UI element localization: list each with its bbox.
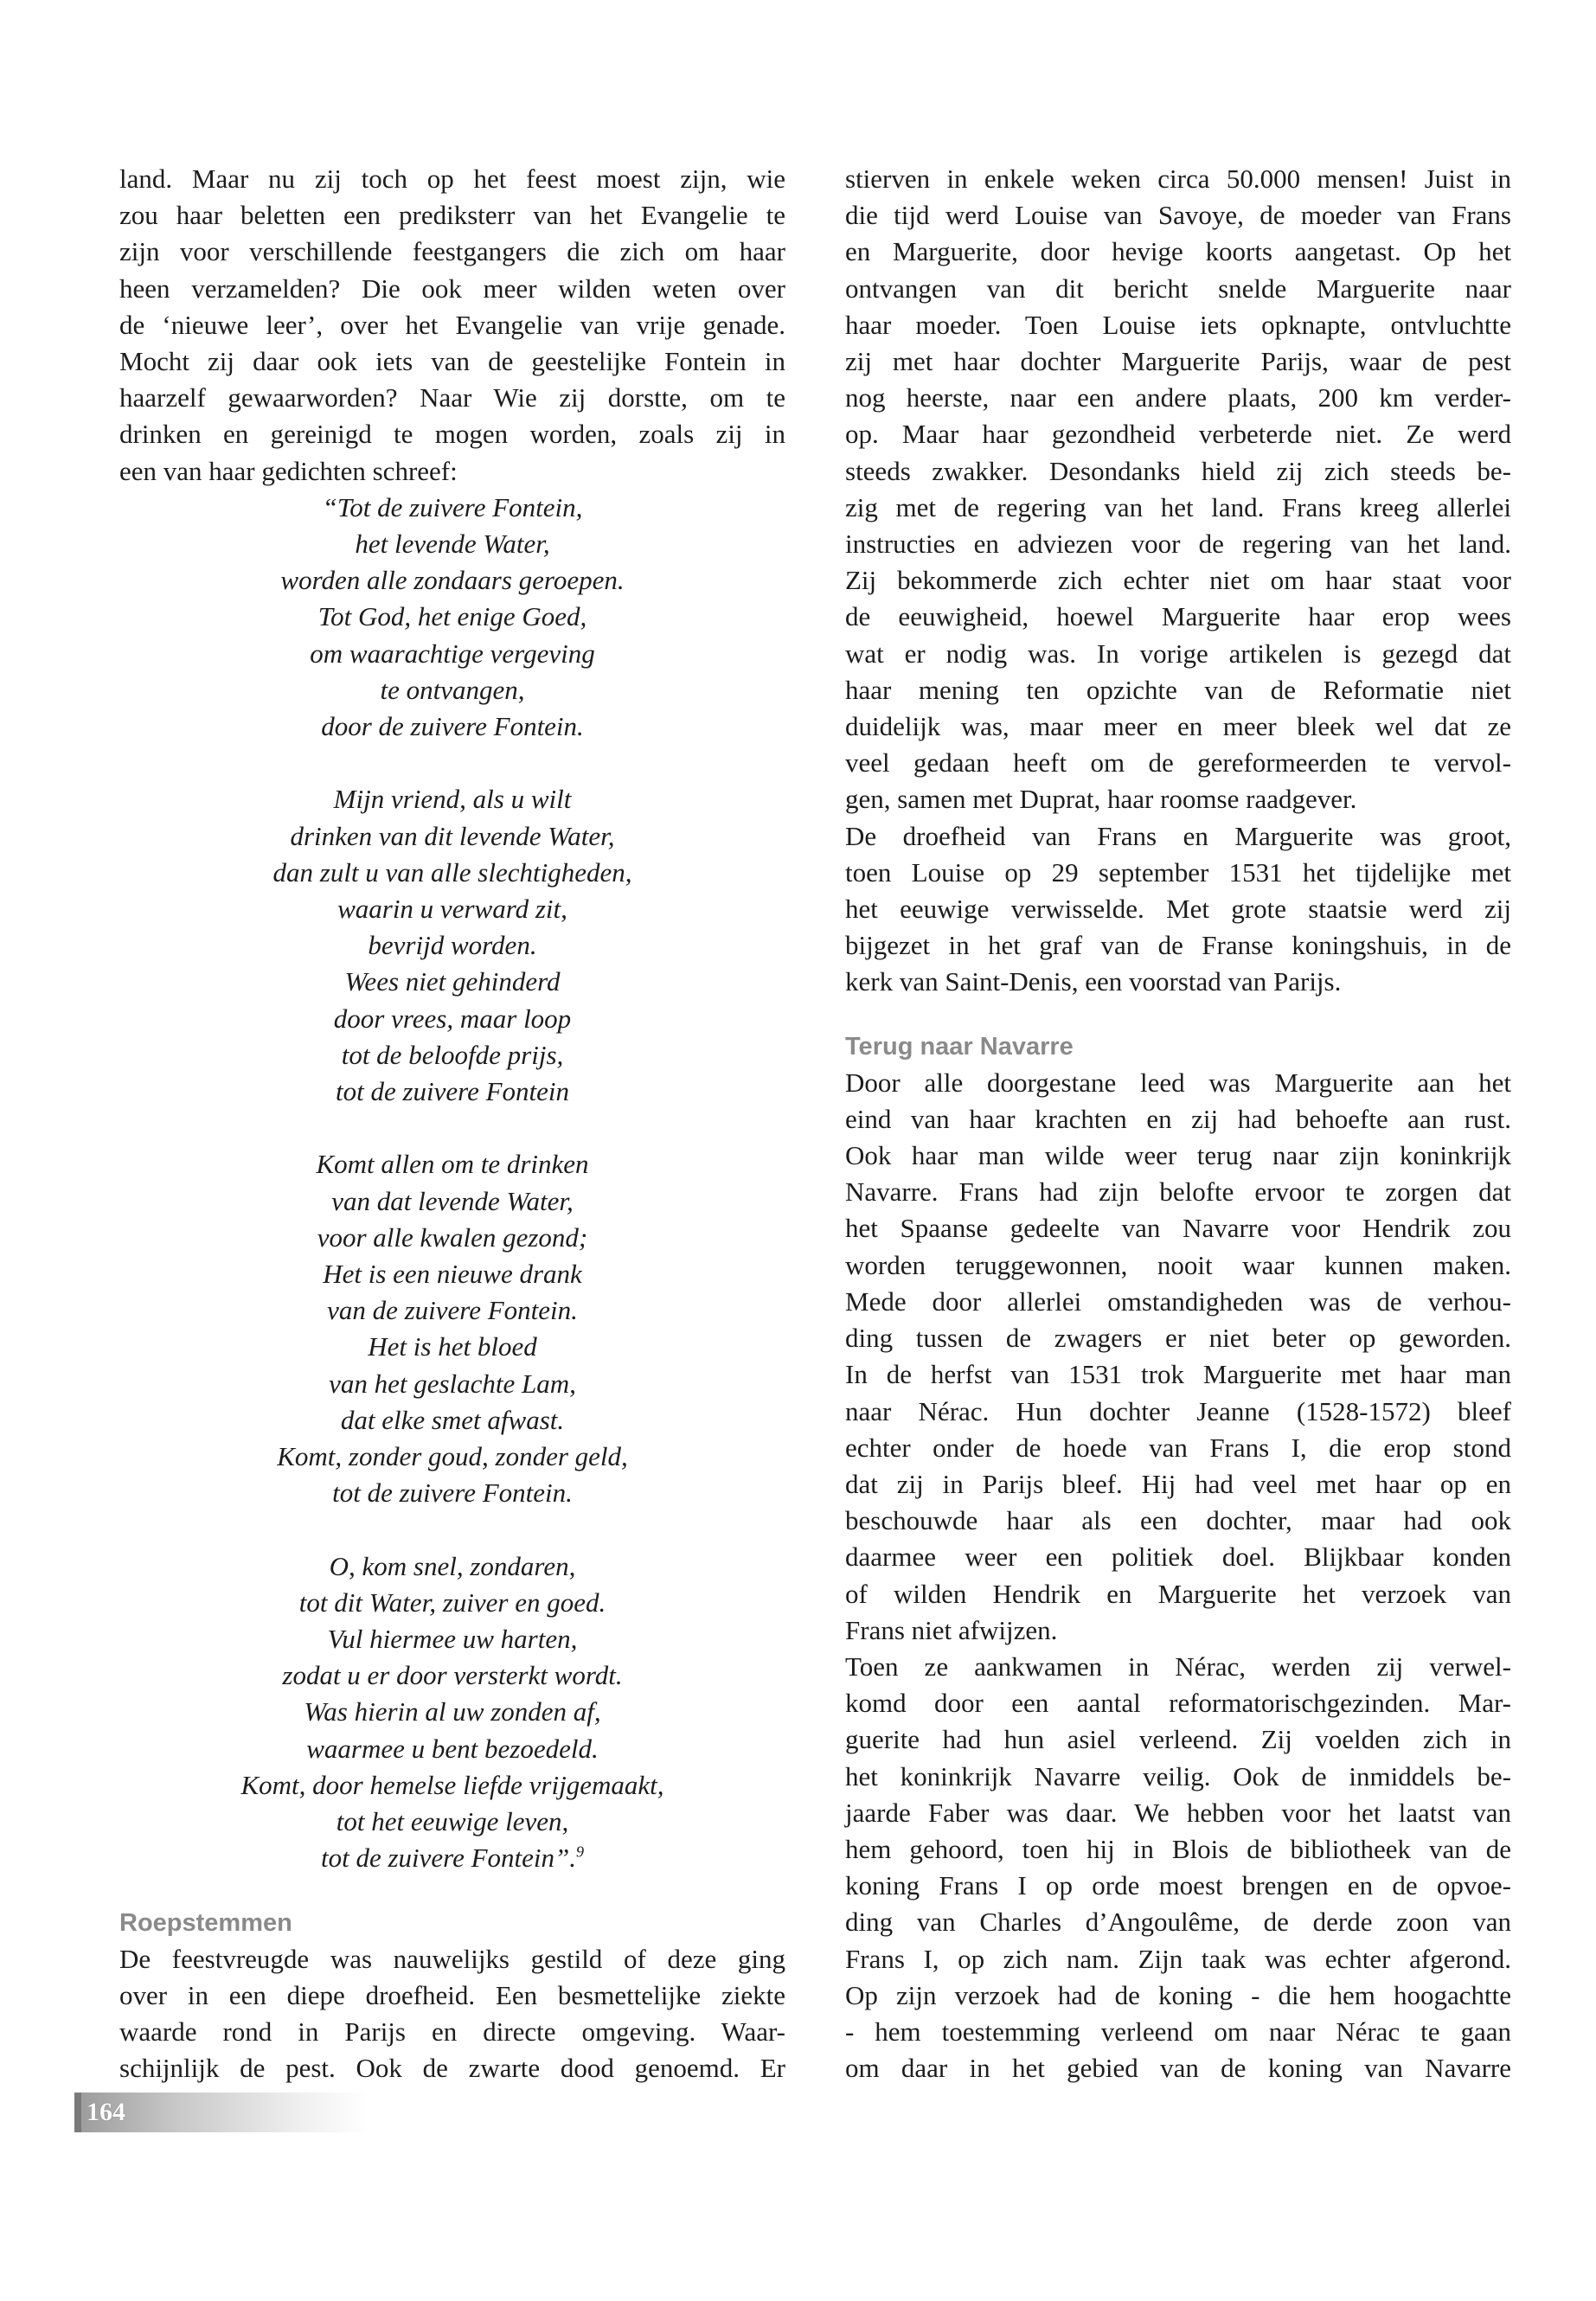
text-line: beschouwde haar als een dochter, maar had ook	[845, 1505, 1511, 1536]
page-number: 164	[87, 2098, 125, 2126]
text-line: - hem toestemming verleend om naar Nérac te gaan	[845, 2016, 1511, 2047]
poem-line: tot de zuivere Fontein.	[332, 1477, 573, 1509]
text-line: Navarre. Frans had zijn belofte ervoor te zorgen dat	[845, 1176, 1511, 1208]
text-line: Frans niet afwijzen.	[845, 1614, 1058, 1645]
poem-line: dat elke smet afwast.	[340, 1404, 565, 1435]
text-line: eind van haar krachten en zij had behoefte aan rust.	[845, 1103, 1511, 1134]
text-line: toen Louise op 29 september 1531 het tijdelijke met	[845, 856, 1511, 888]
poem-line: door vrees, maar loop	[333, 1003, 572, 1034]
text-line: waarde rond in Parijs en directe omgeving. Waar-	[119, 2016, 785, 2047]
stanza-gap	[119, 1110, 785, 1146]
text-line: land. Maar nu zij toch op het feest moest zijn, wie	[119, 163, 785, 194]
poem-line: zodat u er door versterkt wordt.	[282, 1660, 623, 1691]
poem-line: “Tot de zuivere Fontein,	[322, 491, 583, 522]
heading-gap	[845, 1001, 1511, 1022]
text-line: echter onder de hoede van Frans I, die erop stond	[845, 1432, 1511, 1463]
poem-line: drinken van dit levende Water,	[290, 820, 615, 851]
poem-line: door de zuivere Fontein.	[321, 711, 584, 742]
text-line: het eeuwige verwisselde. Met grote staatsie werd zij	[845, 894, 1511, 925]
text-line: schijnlijk de pest. Ook de zwarte dood genoemd. Er	[119, 2053, 785, 2084]
text-line: het koninkrijk Navarre veilig. Ook de inmiddels be-	[845, 1760, 1511, 1791]
text-line: steeds zwakker. Desondanks hield zij zich steeds be-	[845, 455, 1511, 486]
poem-line: voor alle kwalen gezond;	[317, 1221, 588, 1253]
text-line: gen, samen met Duprat, haar roomse raadgever.	[845, 784, 1357, 815]
poem-line: Komt allen om te drinken	[316, 1149, 589, 1180]
poem-line: om waarachtige vergeving	[310, 638, 595, 669]
poem-line: bevrijd worden.	[368, 930, 537, 961]
poem-line: dan zult u van alle slechtigheden,	[272, 856, 632, 888]
text-line: zou haar beletten een prediksterr van het Evangelie te	[119, 200, 785, 231]
poem-line: waarmee u bent bezoedeld.	[306, 1733, 599, 1764]
poem-line: worden alle zondaars geroepen.	[280, 565, 625, 596]
text-line: daarmee weer een politiek doel. Blijkbaar konden	[845, 1541, 1511, 1573]
poem-line: Was hierin al uw zonden af,	[304, 1696, 601, 1727]
text-line: Mocht zij daar ook iets van de geestelijke Fontein in	[119, 346, 785, 377]
text-line: ding tussen de zwagers er niet beter op geworden.	[845, 1323, 1511, 1354]
text-line: veel gedaan heeft om de gereformeerden te vervol-	[845, 747, 1511, 779]
poem-stanza-4	[119, 1548, 785, 1877]
text-line: naar Nérac. Hun dochter Jeanne (1528-1572) bleef	[845, 1395, 1511, 1426]
text-line: en Marguerite, door hevige koorts aangetast. Op het	[845, 236, 1511, 267]
poem	[119, 490, 785, 1877]
poem-line: Komt, zonder goud, zonder geld,	[277, 1441, 628, 1472]
poem-stanza-1	[119, 490, 785, 745]
text-line: heen verzamelden? Die ook meer wilden weten over	[119, 272, 785, 304]
text-line: instructies en adviezen voor de regering van het land.	[845, 529, 1511, 560]
poem-line: van het geslachte Lam,	[329, 1368, 576, 1399]
text-line: Zij bekommerde zich echter niet om haar staat voor	[845, 565, 1511, 596]
poem-line: van de zuivere Fontein.	[327, 1295, 578, 1326]
intro-paragraph	[119, 161, 785, 490]
text-line: over in een diepe droefheid. Een besmettelijke ziekte	[119, 1979, 785, 2010]
text-line: ontvangen van dit bericht snelde Marguerite naar	[845, 272, 1511, 304]
text-line: bijgezet in het graf van de Franse koningshuis, in de	[845, 930, 1511, 961]
stanza-gap	[119, 1511, 785, 1548]
poem-stanza-3	[119, 1146, 785, 1511]
text-line: zij met haar dochter Marguerite Parijs, waar de pest	[845, 346, 1511, 377]
text-line: In de herfst van 1531 trok Marguerite met haar man	[845, 1359, 1511, 1390]
text-line: haarzelf gewaarworden? Naar Wie zij dorstte, om te	[119, 382, 785, 413]
text-line: wat er nodig was. In vorige artikelen is gezegd dat	[845, 638, 1511, 669]
text-line: De feestvreugde was nauwelijks gestild of deze ging	[119, 1943, 785, 1974]
text-line: of wilden Hendrik en Marguerite het verzoek van	[845, 1578, 1511, 1609]
footnote-marker: 9	[576, 1843, 584, 1861]
text-line: stierven in enkele weken circa 50.000 mensen! Juist in	[845, 163, 1511, 194]
poem-line: Vul hiermee uw harten,	[327, 1624, 578, 1655]
text-line: haar mening ten opzichte van de Reformatie niet	[845, 674, 1511, 705]
page-number-bar-edge	[74, 2093, 81, 2132]
poem-line: Mijn vriend, als u wilt	[333, 784, 572, 815]
text-line: guerite had hun asiel verleend. Zij voelden zich in	[845, 1724, 1511, 1755]
text-line: Mede door allerlei omstandigheden was de verhou-	[845, 1285, 1511, 1317]
text-line: jaarde Faber was daar. We hebben voor het laatst van	[845, 1797, 1511, 1828]
text-line: De droefheid van Frans en Marguerite was groot,	[845, 820, 1511, 851]
poem-line: het levende Water,	[355, 529, 550, 560]
text-line: op. Maar haar gezondheid verbeterde niet. Ze werd	[845, 419, 1511, 450]
text-line: die tijd werd Louise van Savoye, de moeder van Frans	[845, 200, 1511, 231]
text-line: een van haar gedichten schreef:	[119, 455, 458, 486]
text-line: drinken en gereinigd te mogen worden, zoals zij in	[119, 419, 785, 450]
text-line: zig met de regering van het land. Frans kreeg allerlei	[845, 491, 1511, 522]
text-line: worden teruggewonnen, nooit waar kunnen maken.	[845, 1249, 1511, 1280]
text-line: de ‘nieuwe leer’, over het Evangelie van vrije genade.	[119, 309, 785, 340]
poem-line: Komt, door hemelse liefde vrijgemaakt,	[240, 1769, 664, 1800]
poem-line-final	[119, 1840, 785, 1876]
poem-line: tot de zuivere Fontein	[335, 1076, 570, 1107]
poem-line: waarin u verward zit,	[337, 894, 567, 925]
section-heading-roepstemmen: Roepstemmen	[119, 1908, 292, 1937]
text-line: de eeuwigheid, hoewel Marguerite haar erop wees	[845, 601, 1511, 632]
text-line: haar moeder. Toen Louise iets opknapte, ontvluchtte	[845, 309, 1511, 340]
text-line: dat zij in Parijs bleef. Hij had veel met haar op en	[845, 1468, 1511, 1499]
text-line: Op zijn verzoek had de koning - die hem hoogachtte	[845, 1979, 1511, 2010]
paragraph-3	[845, 1065, 1511, 1649]
text-line: het Spaanse gedeelte van Navarre voor Hendrik zou	[845, 1213, 1511, 1244]
poem-line: van dat levende Water,	[331, 1185, 574, 1216]
section-heading-terug-naar-navarre: Terug naar Navarre	[845, 1032, 1074, 1061]
text-line: om daar in het gebied van de koning van Navarre	[845, 2053, 1511, 2084]
paragraph-2	[845, 818, 1511, 1001]
text-line: zijn voor verschillende feestgangers die zich om haar	[119, 236, 785, 267]
text-line: kerk van Saint-Denis, een voorstad van Parijs.	[845, 966, 1342, 997]
poem-line: O, kom snel, zondaren,	[329, 1550, 576, 1581]
right-column	[845, 161, 1511, 2086]
text-line: koning Frans I op orde moest brengen en de opvoe-	[845, 1870, 1511, 1901]
text-line: komd door een aantal reformatorischgezinden. Mar-	[845, 1688, 1511, 1719]
poem-line: Tot God, het enige Goed,	[317, 601, 587, 632]
text-line: Toen ze aankwamen in Nérac, werden zij verwel-	[845, 1650, 1511, 1682]
poem-line: tot het eeuwige leven,	[336, 1806, 569, 1837]
text-line: Ook haar man wilde weer terug naar zijn koninkrijk	[845, 1140, 1511, 1171]
poem-line: te ontvangen,	[380, 674, 525, 705]
text-line: Door alle doorgestane leed was Marguerite aan het	[845, 1067, 1511, 1098]
poem-line: Wees niet gehinderd	[344, 966, 561, 997]
poem-stanza-2	[119, 781, 785, 1110]
roepstemmen-paragraph	[119, 1941, 785, 2087]
text-line: ding van Charles d’Angoulême, de derde zoon van	[845, 1907, 1511, 1938]
text-line: hem gehoord, toen hij in Blois de bibliotheek van de	[845, 1833, 1511, 1864]
poem-line: tot de beloofde prijs,	[341, 1039, 564, 1070]
text-line: Frans I, op zich nam. Zijn taak was echter afgerond.	[845, 1943, 1511, 1974]
paragraph-1	[845, 161, 1511, 818]
heading-gap	[119, 1877, 785, 1898]
left-column	[119, 161, 785, 2086]
poem-line: Het is het bloed	[368, 1331, 537, 1362]
text-line: nog heerste, naar een andere plaats, 200 km verder-	[845, 382, 1511, 413]
poem-line: Het is een nieuwe drank	[323, 1259, 582, 1290]
paragraph-4	[845, 1649, 1511, 2086]
text-line: duidelijk was, maar meer en meer bleek wel dat ze	[845, 711, 1511, 742]
poem-line: tot dit Water, zuiver en goed.	[298, 1586, 606, 1618]
stanza-gap	[119, 745, 785, 781]
poem-line-text: tot de zuivere Fontein”.	[320, 1843, 576, 1874]
